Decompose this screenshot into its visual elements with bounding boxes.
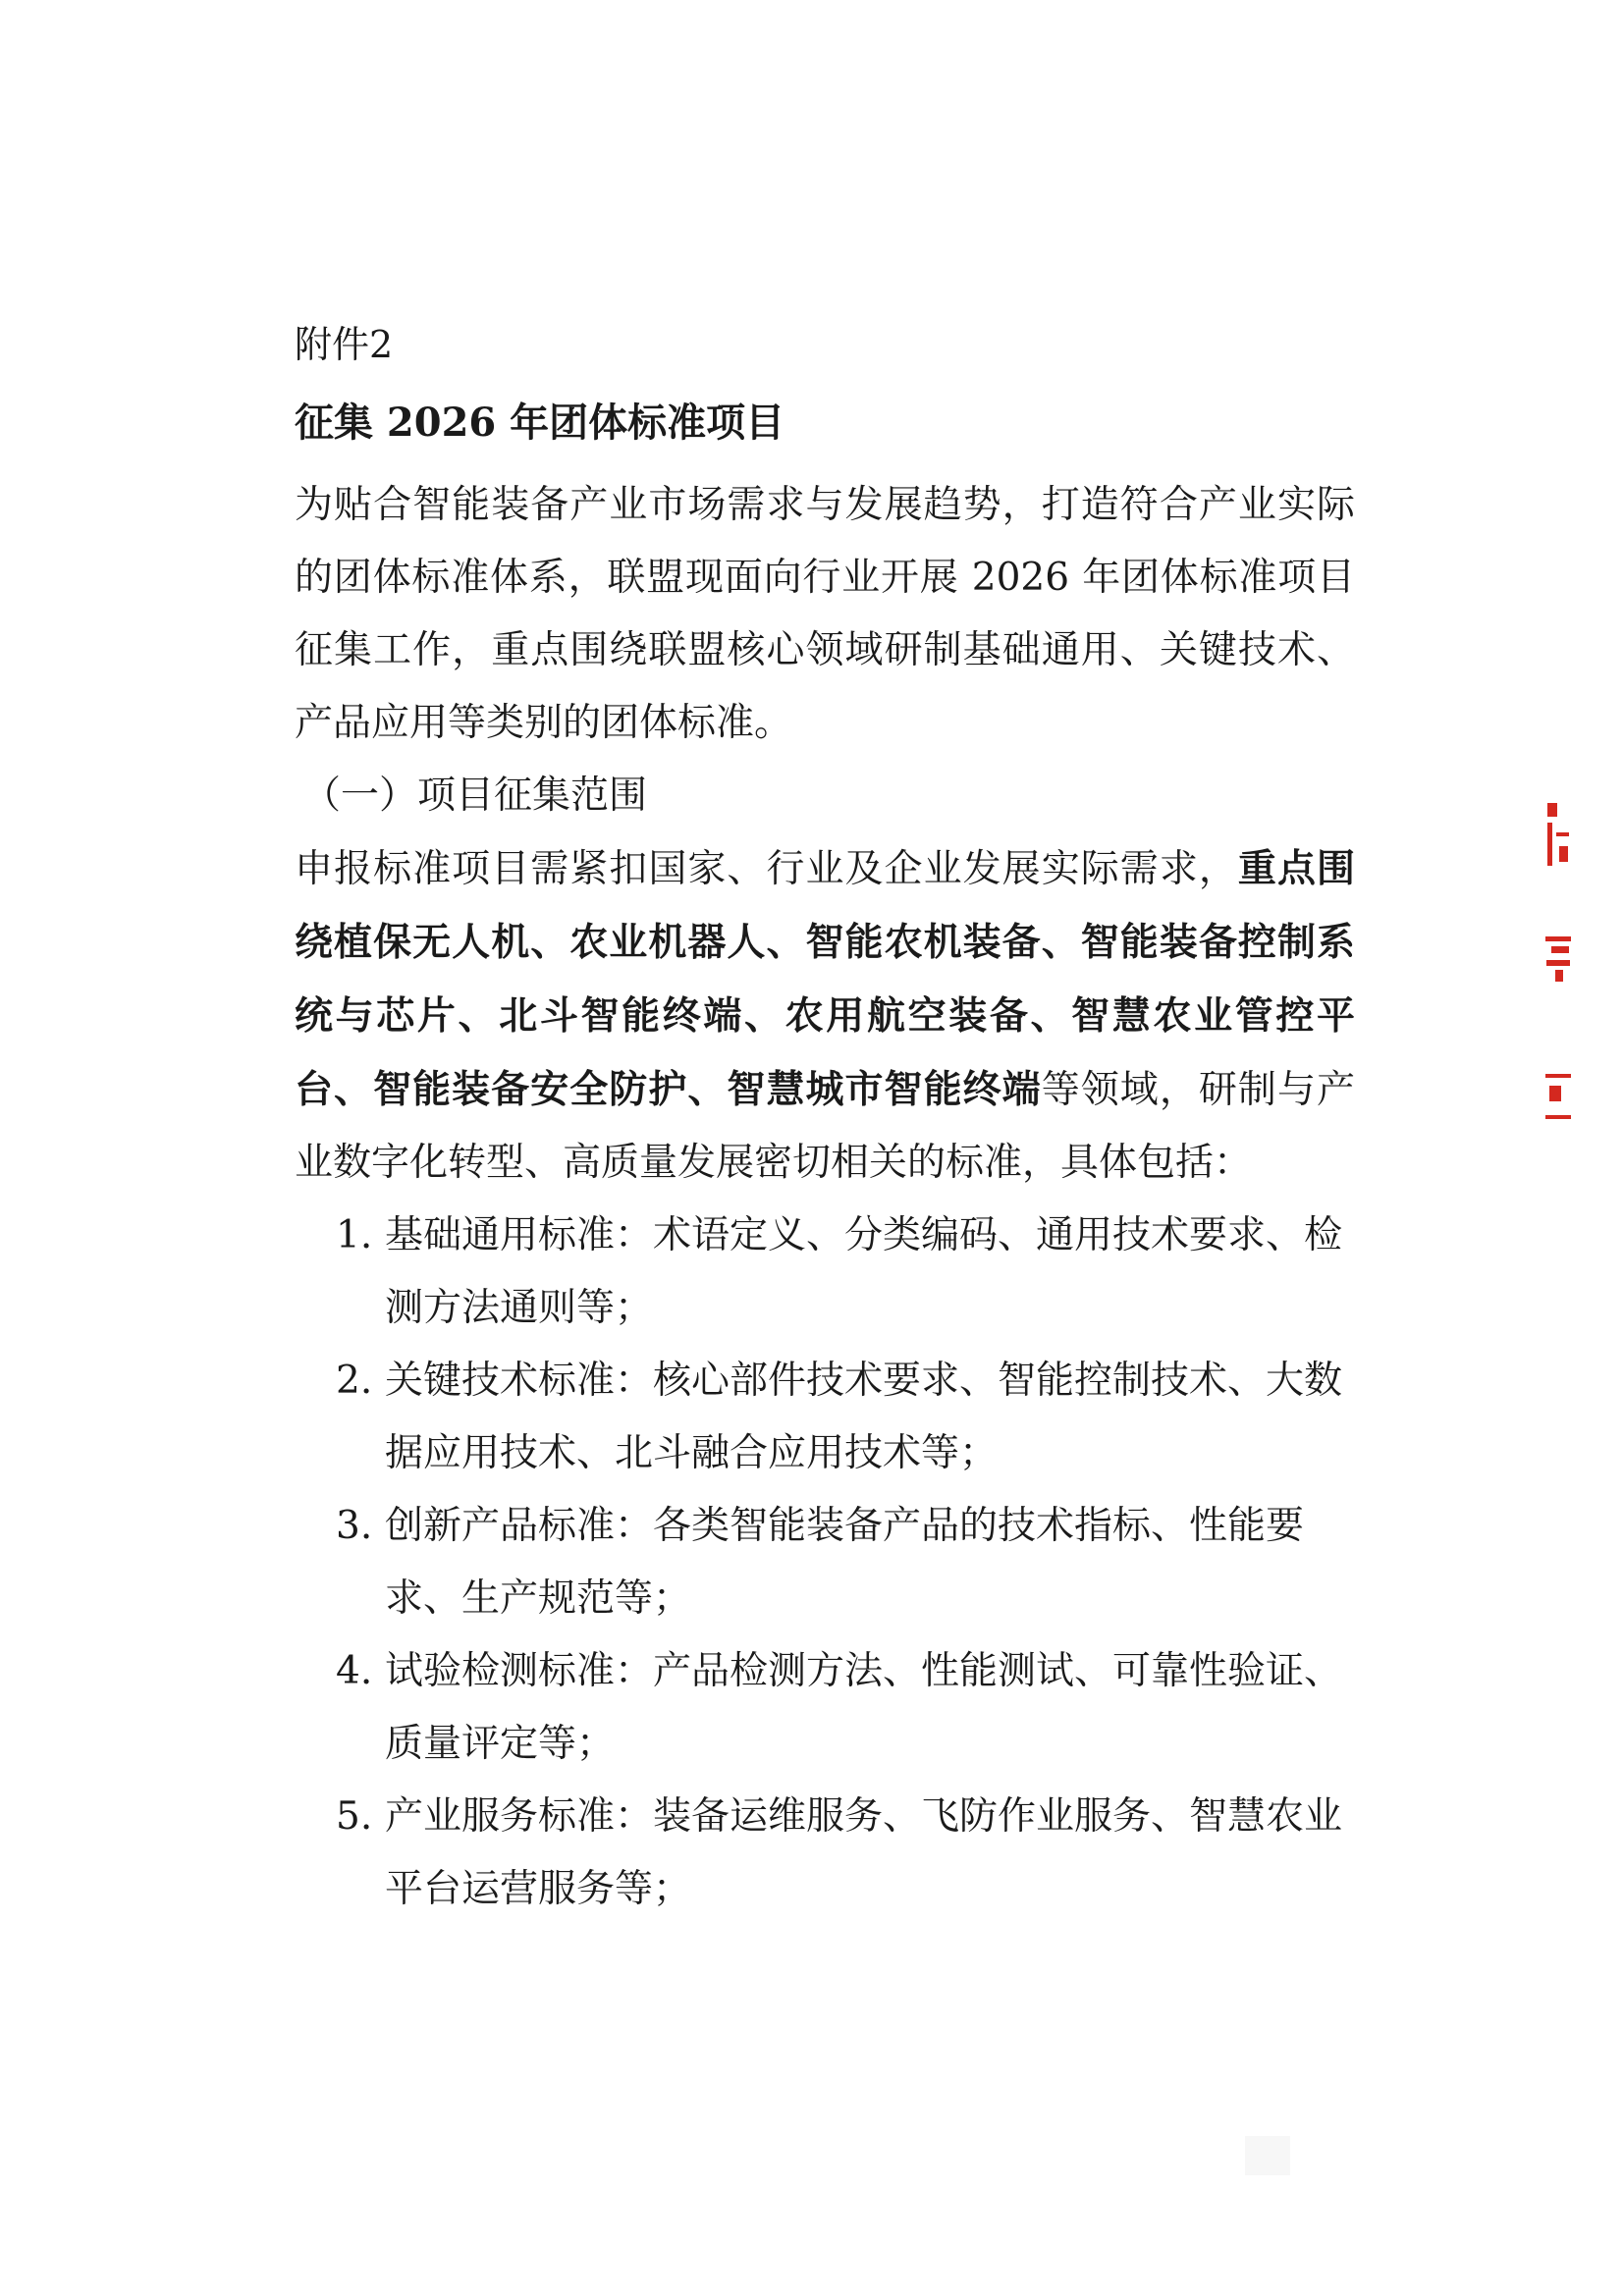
seal-stroke	[1555, 970, 1563, 982]
list-item-number: 3.	[336, 1504, 373, 1548]
list-item	[295, 1781, 1355, 1926]
seal-stamp-fragment	[1545, 803, 1575, 1127]
intro-paragraph: 为贴合智能装备产业市场需求与发展趋势，打造符合产业实际的团体标准体系，联盟现面向行业开展 2026 年团体标准项目征集工作，重点围绕联盟核心领域研制基础通用、关键技术、产品应用等类别的团体标准。	[295, 483, 1355, 745]
list-item-number: 5.	[336, 1794, 373, 1839]
seal-stroke	[1549, 1086, 1561, 1101]
list-item-number: 2.	[336, 1359, 373, 1403]
list-item-number: 1.	[336, 1213, 373, 1257]
scope-paragraph	[295, 832, 1355, 1200]
list-item	[295, 1490, 1355, 1635]
scope-tail-text: 等领域，研制与产业数字化转型、高质量发展密切相关的标准，具体包括：	[295, 1068, 1355, 1185]
list-item-text: 基础通用标准：术语定义、分类编码、通用技术要求、检测方法通则等；	[385, 1213, 1343, 1330]
document-body	[295, 312, 1355, 1926]
seal-stroke	[1545, 936, 1571, 941]
seal-stroke	[1545, 1074, 1571, 1078]
attachment-label: 附件2	[295, 323, 394, 366]
seal-stroke	[1551, 946, 1569, 953]
seal-stroke	[1547, 803, 1557, 817]
list-item-number: 4.	[336, 1649, 373, 1693]
list-item-text: 产业服务标准：装备运维服务、飞防作业服务、智慧农业平台运营服务等；	[385, 1794, 1343, 1911]
seal-stroke	[1547, 823, 1552, 866]
standard-category-list	[295, 1200, 1355, 1926]
list-item-text: 试验检测标准：产品检测方法、性能测试、可靠性验证、质量评定等；	[385, 1649, 1343, 1766]
seal-stroke	[1559, 846, 1568, 862]
seal-stroke	[1546, 960, 1570, 966]
section-heading-scope: （一）项目征集范围	[302, 774, 648, 818]
list-item	[295, 1200, 1355, 1345]
seal-stroke	[1556, 832, 1569, 836]
scope-lead-text: 申报标准项目需紧扣国家、行业及企业发展实际需求，	[295, 847, 1238, 891]
list-item-text: 创新产品标准：各类智能装备产品的技术指标、性能要求、生产规范等；	[385, 1504, 1305, 1621]
list-item-text: 关键技术标准：核心部件技术要求、智能控制技术、大数据应用技术、北斗融合应用技术等；	[385, 1359, 1343, 1475]
list-item	[295, 1635, 1355, 1781]
scope-key-fields: 重点围绕植保无人机、农业机器人、智能农机装备、智能装备控制系统与芯片、北斗智能终端、农用航空装备、智慧农业管控平台、智能装备安全防护、智慧城市智能终端	[295, 846, 1355, 1112]
list-item	[295, 1345, 1355, 1490]
document-title: 征集 2026 年团体标准项目	[295, 400, 785, 446]
seal-stroke	[1545, 1115, 1571, 1119]
scan-smudge	[1245, 2136, 1290, 2175]
